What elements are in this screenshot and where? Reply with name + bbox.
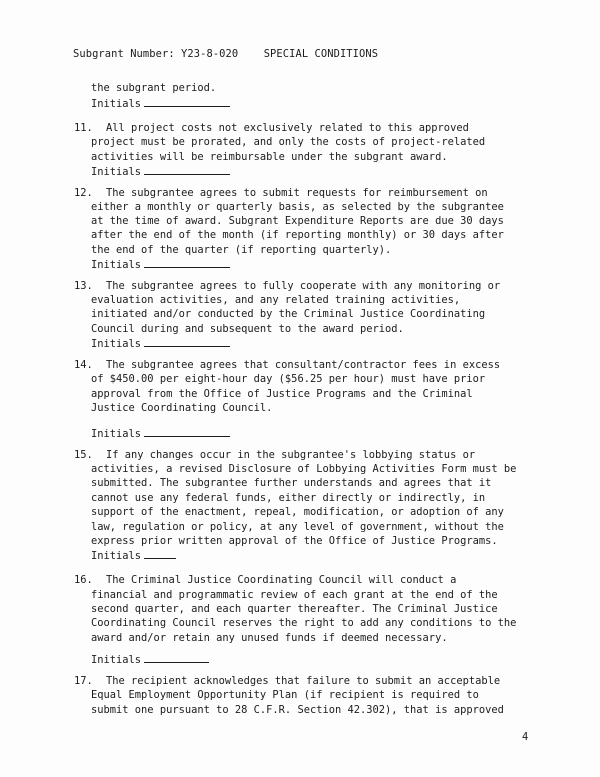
condition-text: Coordinating Council reserves the right to add any conditions to the (91, 617, 517, 629)
initials-blank (144, 257, 230, 268)
condition-text: either a monthly or quarterly basis, as selected by the subgrantee (91, 201, 504, 213)
condition-number: 17. (74, 675, 93, 687)
condition-text: support of the enactment, repeal, modification, or adoption of any (91, 506, 504, 518)
condition-number: 14. (74, 359, 93, 371)
condition-text: express prior written approval of the Office of Justice Programs. (91, 535, 498, 547)
condition-text: initiated and/or conducted by the Criminal Justice Coordinating (91, 308, 486, 320)
initials-line: Initials (91, 652, 209, 667)
condition-text: Equal Employment Opportunity Plan (if recipient is required to (91, 689, 479, 701)
initials-line: Initials (91, 426, 230, 441)
initials-line: Initials (91, 96, 230, 111)
initials-line: Initials (91, 257, 230, 272)
condition-number: 11. (74, 122, 93, 134)
condition-text: Council during and subsequent to the award period. (91, 323, 404, 335)
condition-text: The Criminal Justice Coordinating Council will conduct a (106, 574, 457, 586)
condition-text: activities will be reimbursable under the subgrant award. (91, 151, 448, 163)
continued-text: the subgrant period. (91, 82, 217, 94)
initials-blank (144, 96, 230, 107)
condition-text: award and/or retain any unused funds if deemed necessary. (91, 632, 448, 644)
condition-text: after the end of the month (if reporting monthly) or 30 days after (91, 229, 504, 241)
condition-number: 16. (74, 574, 93, 586)
condition-text: project must be prorated, and only the costs of project-related (91, 136, 486, 148)
initials-line: Initials (91, 336, 230, 351)
initials-blank (144, 426, 230, 437)
condition-text: submitted. The subgrantee further understands and agrees that it (91, 477, 492, 489)
section-title: SPECIAL CONDITIONS (263, 48, 379, 60)
condition-text: The subgrantee agrees to submit requests for reimbursement on (106, 187, 488, 199)
condition-text: evaluation activities, and any related training activities, (91, 294, 461, 306)
condition-text: submit one pursuant to 28 C.F.R. Section 42.302), that is approved (91, 704, 504, 716)
condition-text: of $450.00 per eight-hour day ($56.25 per hour) must have prior (91, 373, 486, 385)
condition-text: activities, a revised Disclosure of Lobbying Activities Form must be (91, 463, 517, 475)
condition-text: All project costs not exclusively related to this approved (106, 122, 469, 134)
condition-text: law, regulation or policy, at any level of government, without the (91, 521, 504, 533)
initials-line: Initials (91, 548, 176, 563)
condition-text: the end of the quarter (if reporting quarterly). (91, 244, 392, 256)
condition-text: approval from the Office of Justice Programs and the Criminal (91, 388, 473, 400)
condition-text: If any changes occur in the subgrantee's lobbying status or (106, 449, 476, 461)
condition-text: Justice Coordinating Council. (91, 402, 273, 414)
condition-number: 13. (74, 280, 93, 292)
condition-text: The subgrantee agrees that consultant/contractor fees in excess (106, 359, 501, 371)
condition-text: financial and programmatic review of each grant at the end of the (91, 589, 498, 601)
condition-text: at the time of award. Subgrant Expenditure Reports are due 30 days (91, 215, 504, 227)
initials-blank (144, 652, 209, 663)
initials-blank (144, 336, 230, 347)
condition-number: 15. (74, 449, 93, 461)
condition-text: The recipient acknowledges that failure to submit an acceptable (106, 675, 501, 687)
condition-text: second quarter, and each quarter thereafter. The Criminal Justice (91, 603, 498, 615)
page-number: 4 (522, 731, 529, 743)
condition-number: 12. (74, 187, 93, 199)
condition-text: cannot use any federal funds, either directly or indirectly, in (91, 492, 486, 504)
initials-line: Initials (91, 164, 230, 179)
subgrant-number: Subgrant Number: Y23-8-020 (73, 48, 239, 60)
page-header (73, 48, 378, 60)
initials-blank (144, 164, 230, 175)
initials-blank (144, 548, 176, 559)
condition-text: The subgrantee agrees to fully cooperate with any monitoring or (106, 280, 501, 292)
